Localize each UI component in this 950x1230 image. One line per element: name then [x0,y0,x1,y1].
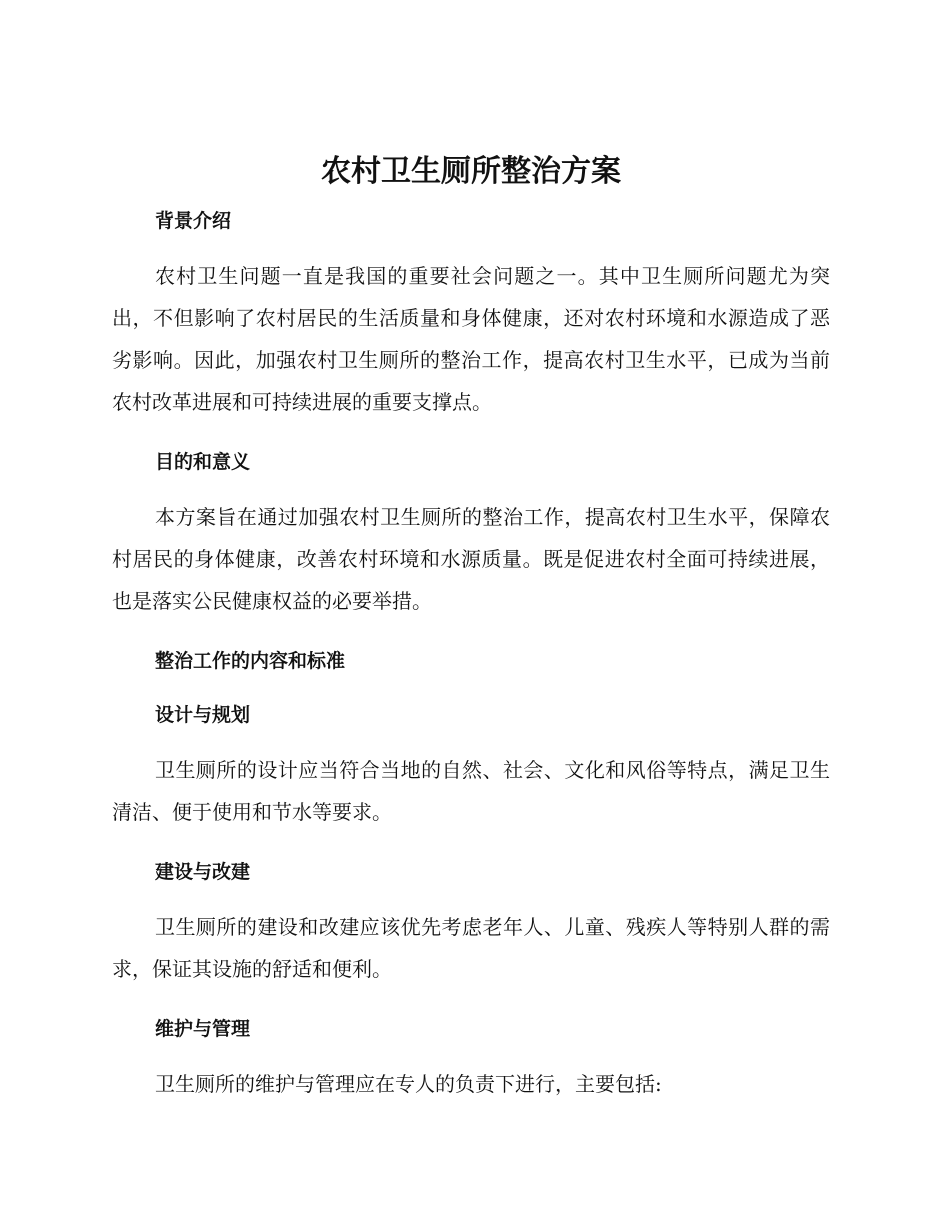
paragraph-construction: 卫生厕所的建设和改建应该优先考虑老年人、儿童、残疾人等特别人群的需求，保证其设施的舒适和便利。 [112,915,830,981]
section-heading-construction: 建设与改建 [155,861,251,883]
paragraph-design: 卫生厕所的设计应当符合当地的自然、社会、文化和风俗等特点，满足卫生清洁、便于使用和节水等要求。 [112,758,830,824]
paragraph-purpose: 本方案旨在通过加强农村卫生厕所的整治工作，提高农村卫生水平，保障农村居民的身体健康，改善农村环境和水源质量。既是促进农村全面可持续进展，也是落实公民健康权益的必要举措。 [112,505,830,613]
document-body [112,150,830,1105]
document-title: 农村卫生厕所整治方案 [321,154,621,189]
section-heading-design: 设计与规划 [155,704,251,726]
section-heading-maintenance: 维护与管理 [155,1018,251,1040]
paragraph-maintenance: 卫生厕所的维护与管理应在专人的负责下进行，主要包括: [155,1072,662,1096]
section-heading-purpose: 目的和意义 [155,451,251,473]
section-heading-content-standards: 整治工作的内容和标准 [155,650,346,672]
paragraph-background: 农村卫生问题一直是我国的重要社会问题之一。其中卫生厕所问题尤为突出，不但影响了农村居民的生活质量和身体健康，还对农村环境和水源造成了恶劣影响。因此，加强农村卫生厕所的整治工作，提高农村卫生水平，已成为当前农村改革进展和可持续进展的重要支撑点。 [112,264,830,414]
section-heading-background: 背景介绍 [155,210,232,232]
